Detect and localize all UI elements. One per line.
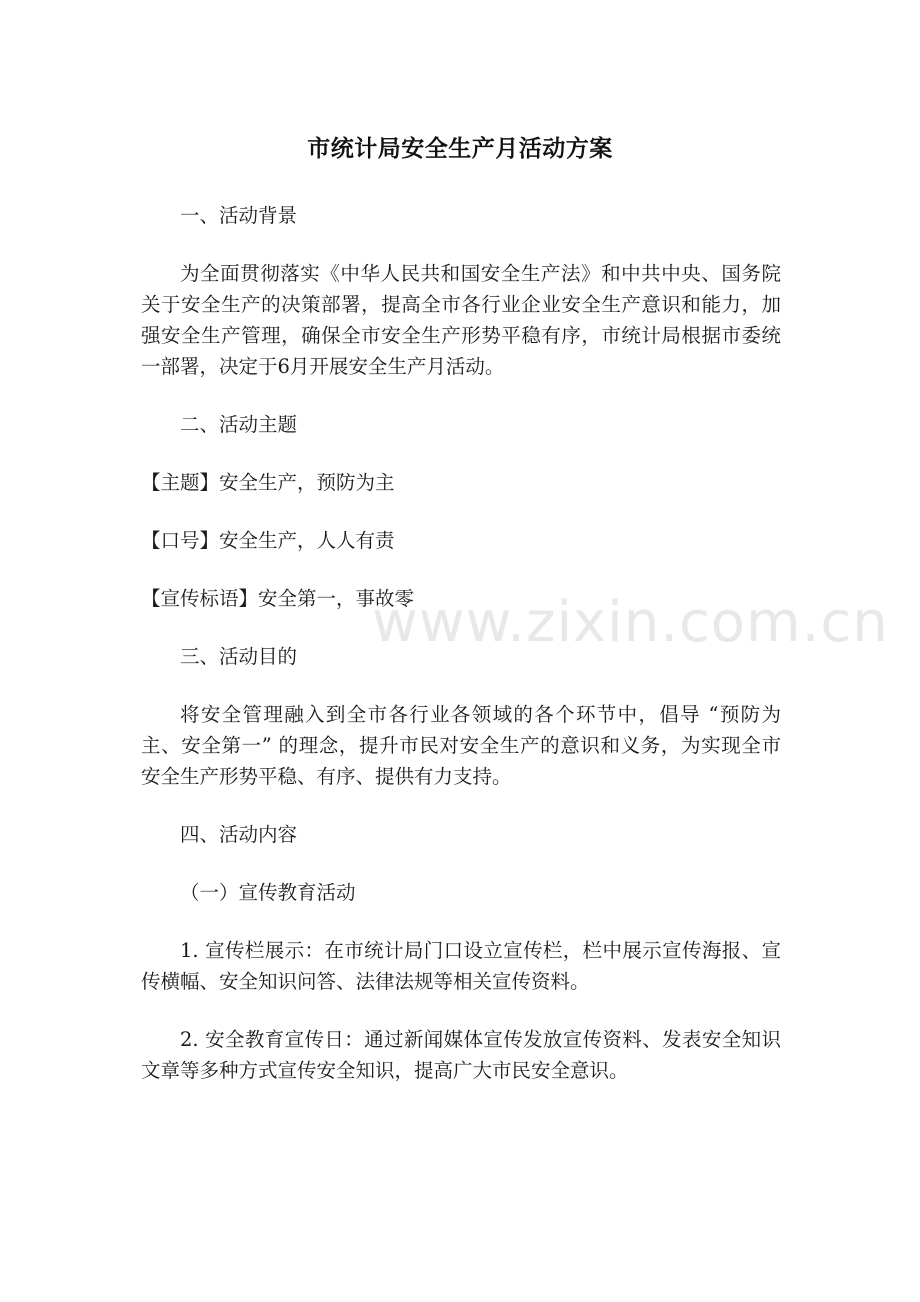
list-item-education-day: 2. 安全教育宣传日：通过新闻媒体宣传发放宣传资料、发表安全知识文章等多种方式宣传安全知识，提高广大市民安全意识。 xyxy=(141,1028,781,1082)
banner-slogan-item: 【宣传标语】安全第一，事故零 xyxy=(141,587,415,610)
document-body xyxy=(141,200,781,1113)
slogan-item: 【口号】安全生产，人人有责 xyxy=(141,529,395,552)
theme-item: 【主题】安全生产，预防为主 xyxy=(141,471,395,494)
paragraph-purpose: 将安全管理融入到全市各行业各领域的各个环节中，倡导 “预防为主、安全第一” 的理念，提升市民对安全生产的意识和义务，为实现全市安全生产形势平稳、有序、提供有力支持。 xyxy=(141,703,781,788)
section-heading-content: 四、活动内容 xyxy=(180,823,298,846)
section-heading-purpose: 三、活动目的 xyxy=(180,645,298,668)
list-item-bulletin-board: 1. 宣传栏展示：在市统计局门口设立宣传栏，栏中展示宣传海报、宣传横幅、安全知识问答、法律法规等相关宣传资料。 xyxy=(141,939,781,993)
document-title: 市统计局安全生产月活动方案 xyxy=(307,136,613,162)
subsection-heading-education: （一）宣传教育活动 xyxy=(180,881,356,904)
section-heading-background: 一、活动背景 xyxy=(180,204,298,227)
paragraph-background: 为全面贯彻落实《中华人民共和国安全生产法》和中共中央、国务院关于安全生产的决策部署，提高全市各行业企业安全生产意识和能力，加强安全生产管理，确保全市安全生产形势平稳有序，市统计局根据市委统一部署，决定于6月开展安全生产月活动。 xyxy=(141,262,781,378)
section-heading-theme: 二、活动主题 xyxy=(180,413,298,436)
watermark: www.zixin.com.cn xyxy=(372,590,889,655)
